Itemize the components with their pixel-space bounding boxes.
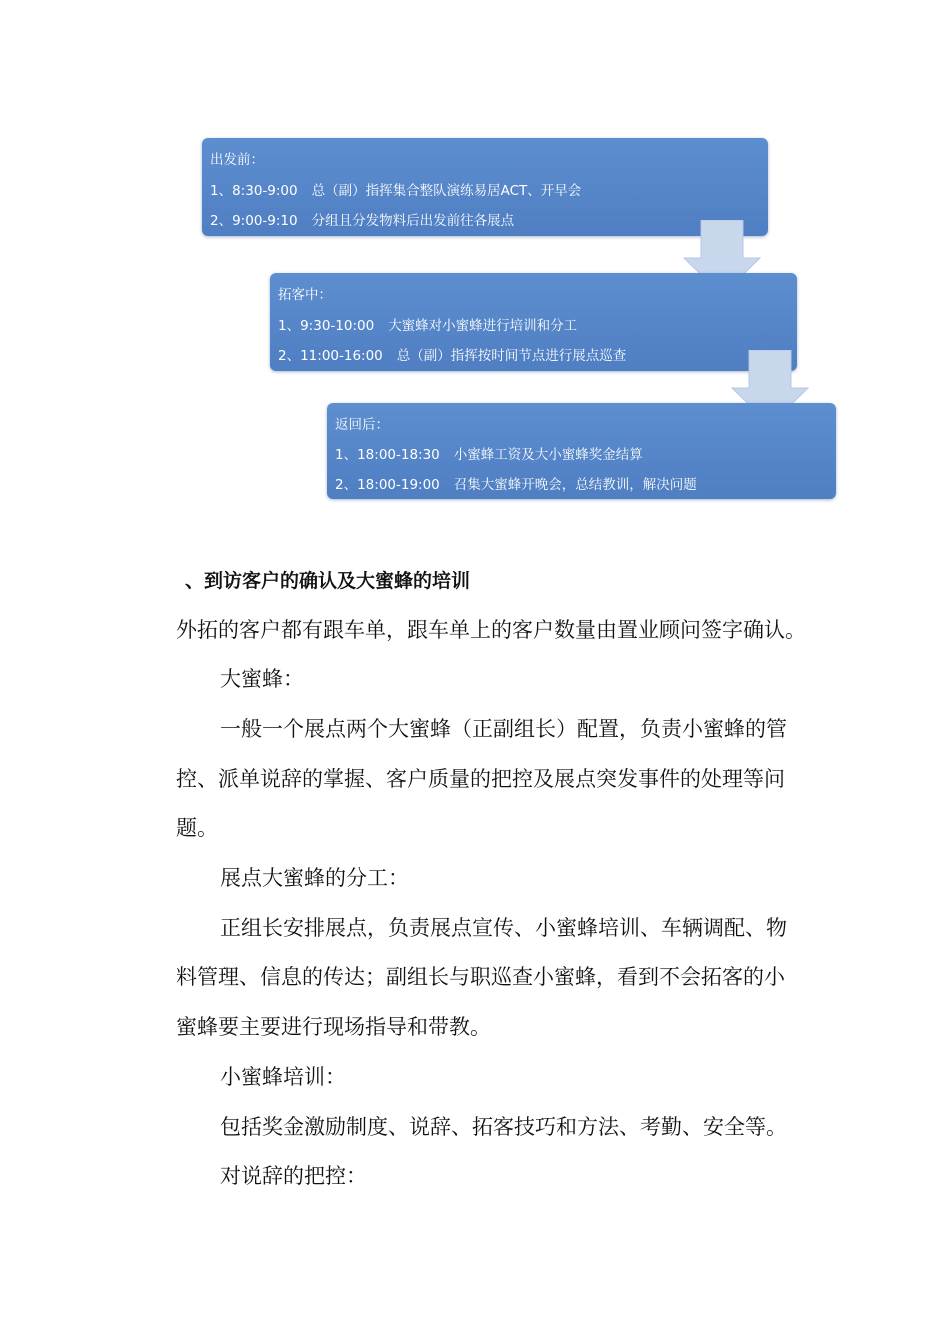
flow-item-time: 1、18:00-18:30 — [335, 447, 440, 463]
flow-item-time: 2、11:00-16:00 — [278, 348, 383, 364]
flow-item-desc: 召集大蜜蜂开晚会，总结教训，解决问题 — [453, 477, 697, 493]
flow-item — [210, 179, 581, 199]
flow-box-title: 出发前： — [210, 152, 264, 168]
paragraph-line: 正组长安排展点，负责展点宣传、小蜜蜂培训、车辆调配、物 — [220, 916, 787, 940]
flow-item-desc: 大蜜蜂对小蜜蜂进行培训和分工 — [388, 318, 578, 334]
flow-item-desc: 总（副）指挥按时间节点进行展点巡查 — [396, 348, 627, 364]
paragraph-line: 对说辞的把控： — [220, 1164, 367, 1188]
paragraph-line: 蜜蜂要主要进行现场指导和带教。 — [176, 1015, 491, 1039]
flow-box-prospecting — [270, 273, 797, 371]
section-heading: 、到访客户的确认及大蜜蜂的培训 — [185, 570, 471, 592]
flow-box-title: 拓客中： — [278, 287, 332, 303]
flow-item — [335, 473, 697, 493]
paragraph-line: 料管理、信息的传达；副组长与职巡查小蜜蜂，看到不会拓客的小 — [176, 965, 785, 989]
flow-item-time: 1、9:30-10:00 — [278, 318, 375, 334]
flow-item-time: 2、9:00-9:10 — [210, 213, 298, 229]
paragraph-line: 控、派单说辞的掌握、客户质量的把控及展点突发事件的处理等问 — [176, 767, 785, 791]
flow-item — [278, 314, 577, 334]
paragraph-line: 展点大蜜蜂的分工： — [220, 866, 409, 890]
flow-item-desc: 分组且分发物料后出发前往各展点 — [311, 213, 515, 229]
flow-item — [278, 344, 626, 364]
paragraph-line: 大蜜蜂： — [220, 667, 304, 691]
paragraph-line: 一般一个展点两个大蜜蜂（正副组长）配置，负责小蜜蜂的管 — [220, 717, 787, 741]
paragraph-line: 外拓的客户都有跟车单，跟车单上的客户数量由置业顾问签字确认。 — [176, 618, 806, 642]
paragraph-line: 包括奖金激励制度、说辞、拓客技巧和方法、考勤、安全等。 — [220, 1115, 787, 1139]
flow-item-desc: 总（副）指挥集合整队演练易居ACT、开早会 — [311, 183, 582, 199]
flow-item-time: 2、18:00-19:00 — [335, 477, 440, 493]
paragraph-line: 题。 — [176, 816, 218, 840]
flow-box-title: 返回后： — [335, 417, 389, 433]
flow-item-time: 1、8:30-9:00 — [210, 183, 298, 199]
flow-item — [335, 443, 643, 463]
paragraph-line: 小蜜蜂培训： — [220, 1065, 346, 1089]
flow-box-return — [327, 403, 836, 499]
flow-item-desc: 小蜜蜂工资及大小蜜蜂奖金结算 — [453, 447, 643, 463]
flow-item — [210, 209, 514, 229]
